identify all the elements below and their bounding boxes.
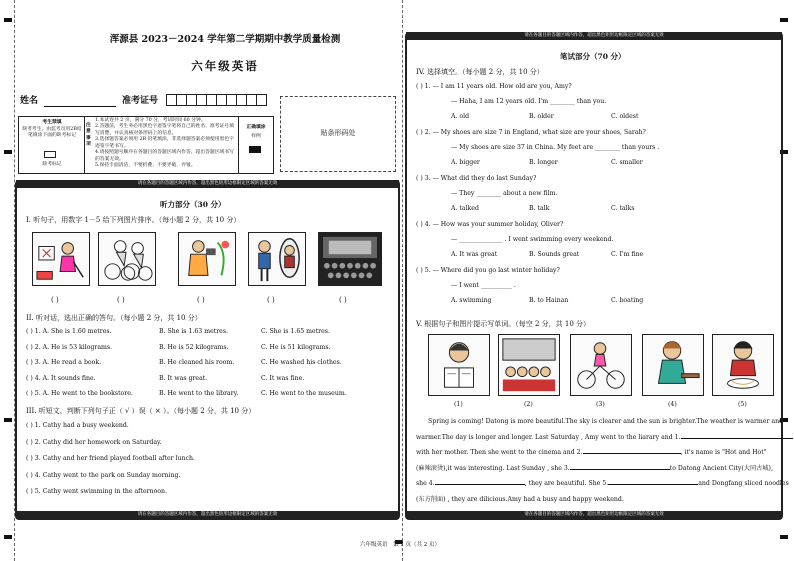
picture-2-blank[interactable]: ( ) [117, 296, 125, 304]
picture-girl-at-table [642, 334, 704, 396]
registration-mark [780, 18, 788, 22]
ticket-number-cells[interactable] [166, 94, 266, 109]
filled-example-mark [249, 146, 261, 153]
picture-taking-photos [178, 232, 236, 286]
true-false-item[interactable]: ( ) 1. Cathy had a busy weekend. [26, 422, 129, 429]
exam-title: 浑源县 2023－2024 学年第二学期期中教学质量检测 [109, 34, 341, 45]
subject-title: 六年级英语 [191, 59, 259, 73]
true-false-item[interactable]: ( ) 2. Cathy did her homework on Saturday. [26, 438, 162, 446]
reading-passage: Spring is coming! Datong is more beautiful.The sky is clearer and the sun is brighter.The weather is warmer and warmer.The day is longer and longer. Last Saturday , Amy went to the liarary and 1. with her mother. Then she went to the cinema and 2. , it's name is "Hot and Hot" (麻辣滚烫),it was interesting. Last Sunday , she 3. to Datong Ancient City(大同古城), she 4. , they are beautiful. She 5. and Dongfang sliced noodles (东方削面) , they are dilicious.Amy had a busy and happy weekend. [416, 418, 778, 511]
picture-girl-cleaning [32, 232, 90, 286]
answer-area-banner: 请在各题目的答题区域内作答，超出黑色矩形边框限定区域的答案无效 [16, 180, 399, 188]
section-4-items [416, 83, 778, 313]
multiple-choice-question[interactable]: ( ) 5. — Where did you go last winter holiday? — I went __________ . A. swimming B. to Hainan C. boating [416, 267, 644, 304]
multiple-choice-question[interactable]: ( ) 3. — What did they do last Sunday? — They ________ about a new film. A. talked B. talk C. talks [416, 175, 635, 212]
section-5-title: V. 根据句子和图片提示写单词。（每空 2 分，共 10 分） [416, 320, 591, 328]
true-false-item[interactable]: ( ) 5. Cathy went swimming in the afternoon. [26, 488, 167, 495]
fill-example-sample: 样例 [251, 134, 261, 139]
picture-girl-eating-noodles [712, 334, 774, 396]
true-false-item[interactable]: ( ) 4. Cathy went to the park on Sunday morning. [26, 471, 181, 479]
picture-cinema [318, 232, 382, 286]
question-row[interactable]: ( ) 1. A. She is 1.60 metres. B. She is 1.63 metres. C. She is 1.65 metres. [26, 328, 330, 335]
name-label: 姓名 [20, 96, 39, 106]
answer-area-banner: 请在各题目的答题区域内作答，超出黑色矩形边框限定区域的答案无效 [406, 32, 782, 40]
answer-blank-4[interactable] [435, 484, 525, 485]
notice-title: 考生禁填 [42, 119, 62, 125]
page-footer: 六年级英语 第 1 页（共 2 页） [360, 542, 440, 548]
question-row[interactable]: ( ) 5. A. He went to the bookstore. B. He went to the library. C. He went to the museum. [26, 390, 347, 397]
picture-label-3: (3) [596, 401, 605, 408]
answer-blank-5[interactable] [608, 484, 698, 485]
picture-boy-at-mirror [248, 232, 306, 286]
fold-line [402, 0, 403, 561]
question-row[interactable]: ( ) 3. A. He read a book. B. He cleaned his room. C. He washed his clothes. [26, 359, 342, 366]
divider [238, 116, 239, 174]
notice-text: 缺考考生，由监考员用2B铅笔填涂下面的缺考标记 [22, 127, 82, 139]
section-3-title: III. 听短文，判断下列句子正（ √ ）误（ × ）。（每小题 2 分，共 10 分） [26, 407, 256, 415]
absent-mark-label: 缺考标记 [42, 162, 62, 167]
picture-girl-reading [428, 334, 490, 396]
fill-example-label: 正确填涂 [246, 124, 266, 130]
picture-watching-film [498, 334, 560, 396]
registration-mark [780, 535, 788, 539]
barcode-area: 贴条形码处 [280, 96, 396, 172]
absent-mark-box[interactable] [44, 151, 56, 158]
divider [84, 116, 85, 174]
answer-area-banner: 请在各题目的答题区域内作答，超出黑色矩形边框限定区域的答案无效 [406, 511, 782, 519]
picture-kids-riding-bikes [98, 232, 156, 286]
answer-blank-2[interactable] [583, 453, 681, 454]
true-false-item[interactable]: ( ) 3. Cathy and her friend played football after lunch. [26, 455, 195, 462]
section-2-title: II. 听对话，选出正确的答句。（每小题 2 分，共 10 分） [26, 314, 202, 322]
picture-1-blank[interactable]: ( ) [51, 296, 59, 304]
section-4-title: IV. 选择填空。（每小题 2 分，共 10 分） [416, 68, 544, 76]
picture-3-blank[interactable]: ( ) [197, 296, 205, 304]
answer-area-banner: 请在各题目的答题区域内作答，超出黑色矩形边框限定区域的答案无效 [16, 511, 399, 519]
answer-blank-1[interactable] [681, 438, 793, 439]
section-2-items [26, 328, 396, 406]
written-title: 笔试部分（70 分） [560, 52, 626, 61]
registration-mark [4, 150, 12, 154]
picture-label-1: (1) [454, 401, 463, 408]
section-3-items [26, 422, 396, 505]
picture-5-blank[interactable]: ( ) [339, 296, 347, 304]
picture-label-4: (4) [668, 401, 677, 408]
registration-mark [4, 535, 12, 539]
answer-blank-3[interactable] [570, 469, 670, 470]
instructions-side-label: 注意事项 [86, 122, 91, 148]
picture-label-2: (2) [524, 401, 533, 408]
listening-title: 听力部分（30 分） [160, 200, 226, 209]
instructions: 1.本试卷共 2 页，满分 70 分，考试时间 60 分钟。 2.答题前，考生务必用黑色字迹签字笔将自己的姓名、准考证号填写清楚，并认真核对条形码上的信息。 3.选择题答案必须用 2B 铅笔填涂，非选择题答案必须使用黑色字迹签字笔书写。 4.请按照题号顺序在各题目的答题区域内作答，超出答题区域书写的答案无效。 5.保持卡面清洁，不要折叠、不要弄破、弄皱。 [95, 118, 234, 169]
multiple-choice-question[interactable]: ( ) 2. — My shoes are size 7 in England, what size are your shoes, Sarah? — My shoes are size 37 in China. My feet are ________ than yours . A. bigger B. longer C. smaller [416, 129, 660, 166]
multiple-choice-question[interactable]: ( ) 1. — I am 11 years old. How old are you, Amy? — Haha, I am 12 years old. I'm ________ than you. A. old B. older C. oldest [416, 83, 639, 120]
question-row[interactable]: ( ) 4. A. It sounds fine. B. It was great. C. It was fine. [26, 374, 305, 382]
name-field[interactable] [44, 106, 116, 107]
registration-mark [4, 18, 12, 22]
question-row[interactable]: ( ) 2. A. He is 53 kilograms. B. He is 52 kilograms. C. He is 51 kilograms. [26, 343, 331, 351]
picture-4-blank[interactable]: ( ) [267, 296, 275, 304]
ticket-label: 准考证号 [122, 96, 159, 106]
registration-mark [4, 418, 12, 422]
multiple-choice-question[interactable]: ( ) 4. — How was your summer holiday, Oliver? — ______________ . I went swimming every weekend. A. It was great B. Sounds great C. I'm fine [416, 221, 644, 258]
section-1-title: I. 听句子，用数字 1－5 给下列图片排序。（每小题 2 分，共 10 分） [26, 216, 241, 224]
picture-label-5: (5) [738, 401, 747, 408]
picture-girl-cycling [570, 334, 632, 396]
